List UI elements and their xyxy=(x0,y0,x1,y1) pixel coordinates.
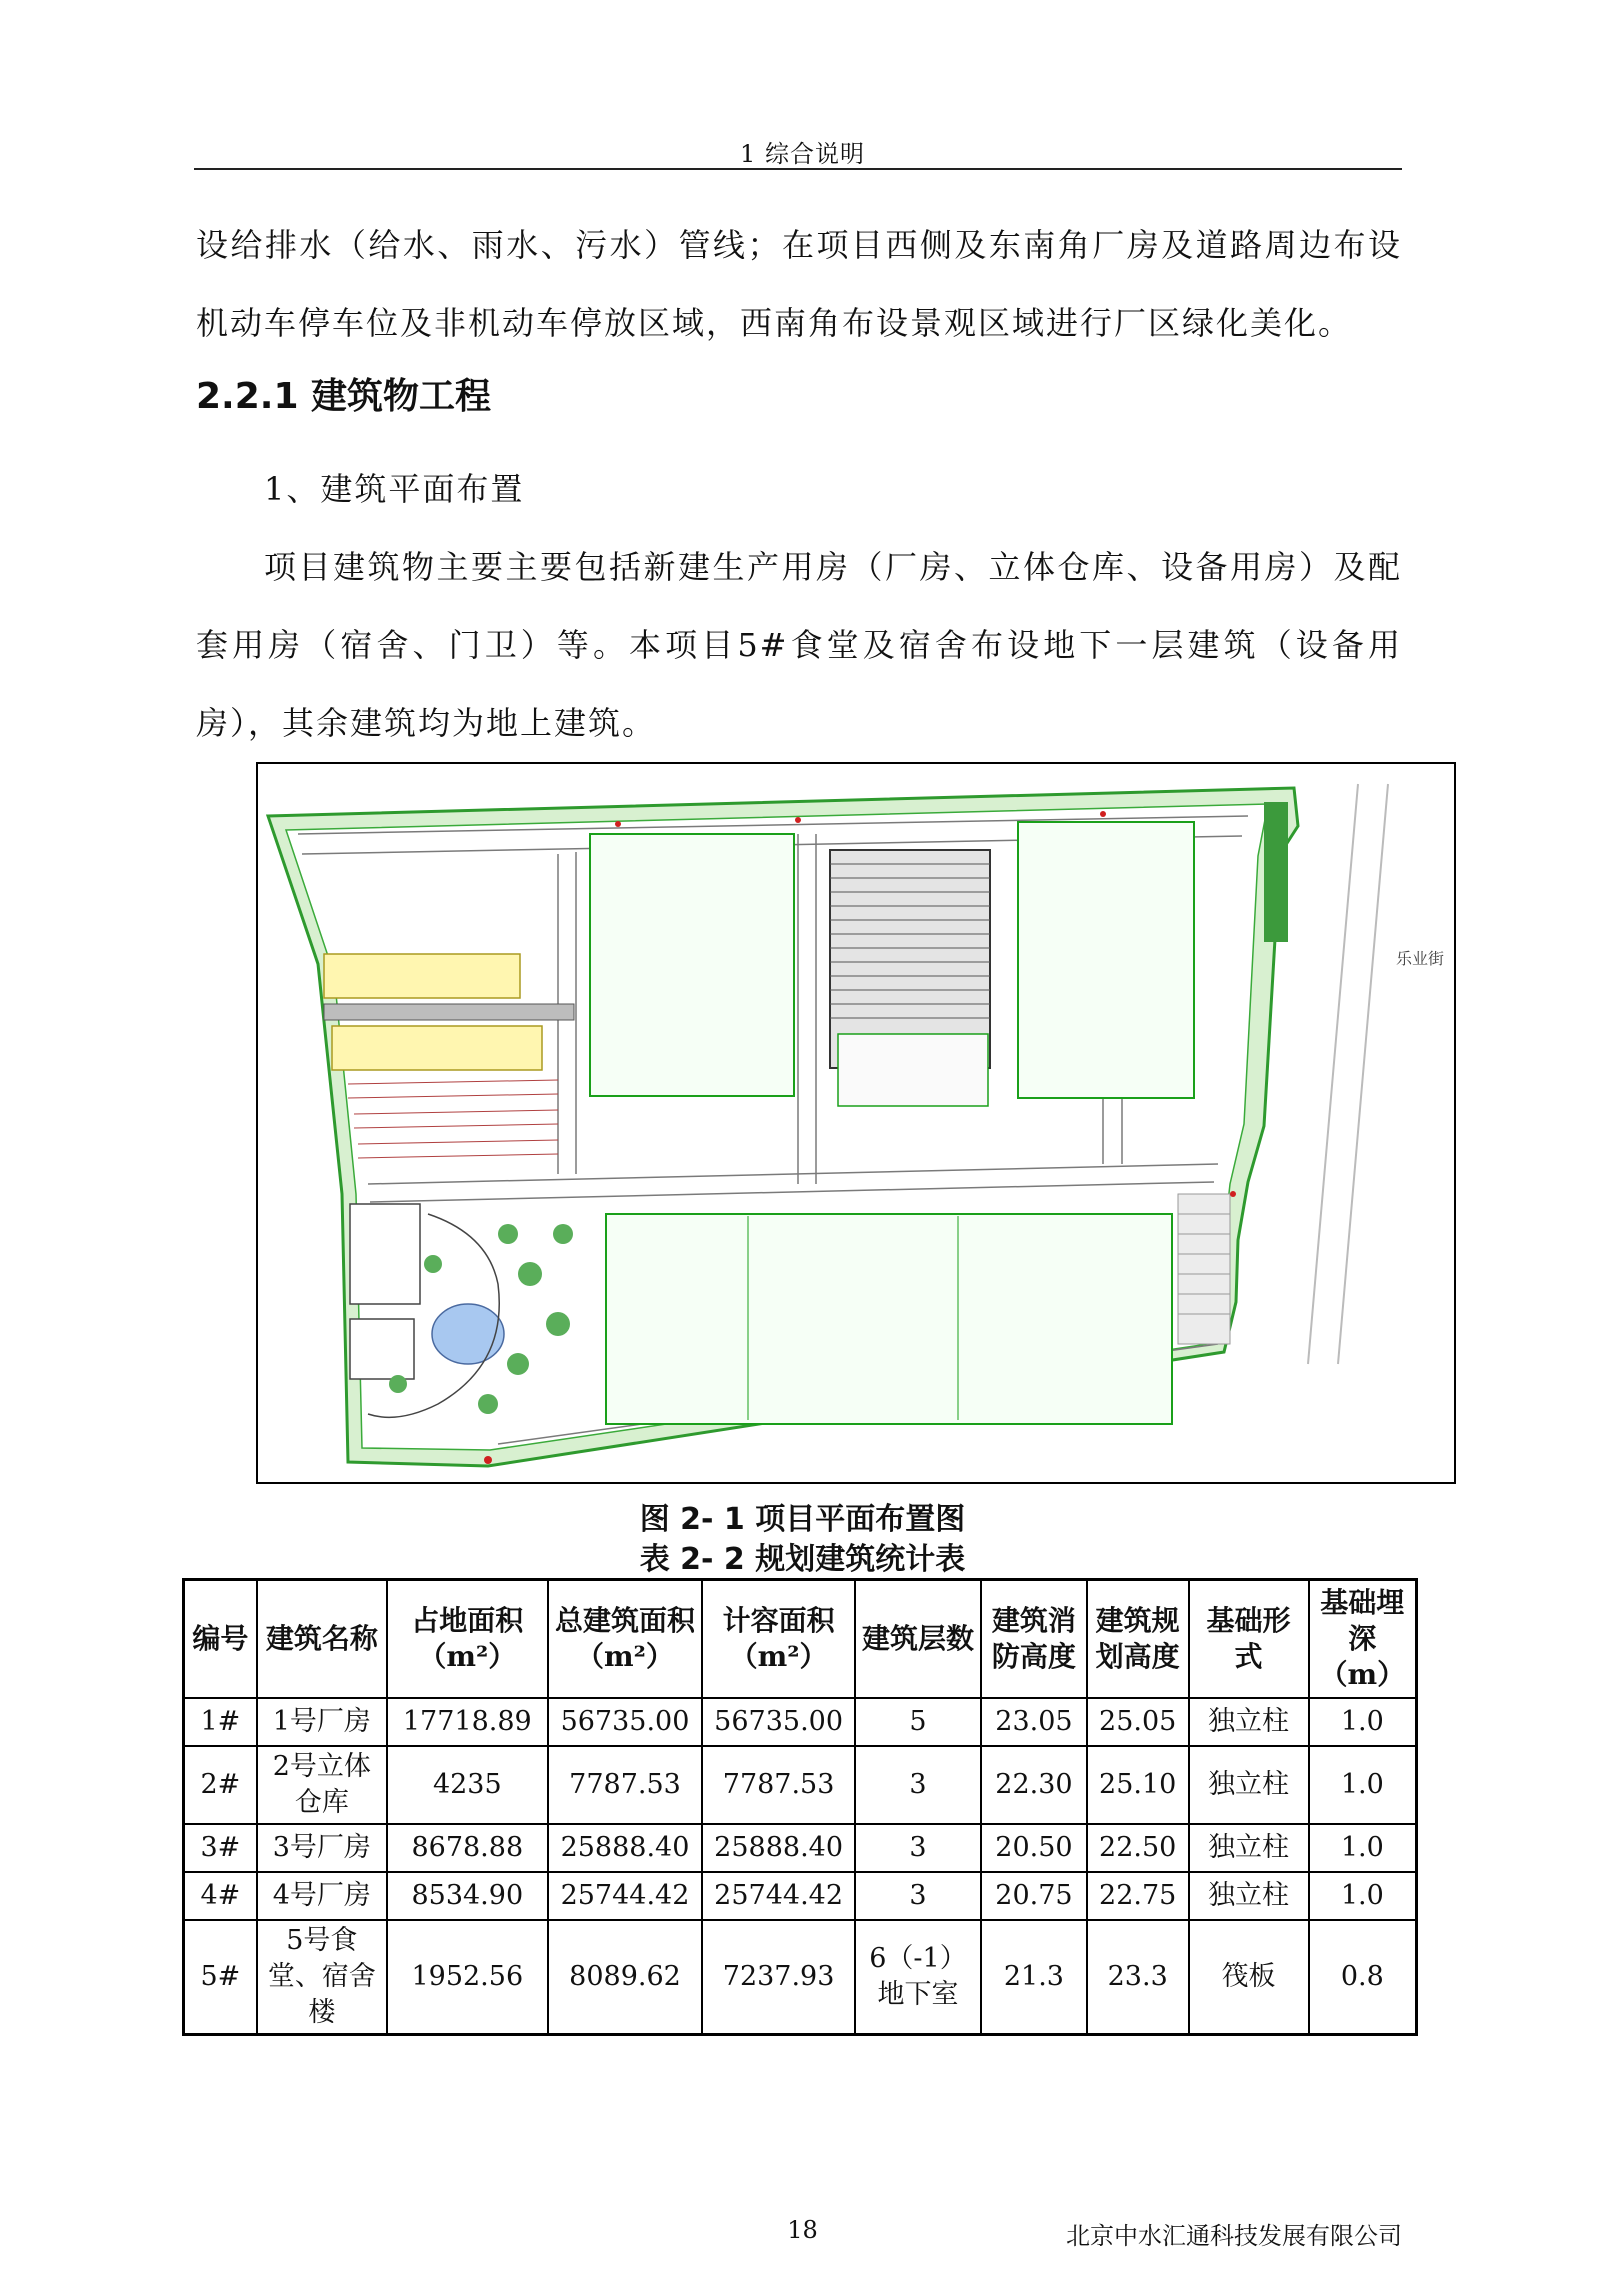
col-header-total-area: 总建筑面积（m²） xyxy=(548,1580,703,1698)
cell-floors: 3 xyxy=(855,1824,981,1872)
cell-name: 3号厂房 xyxy=(257,1824,387,1872)
southeast-parking xyxy=(1178,1194,1230,1344)
cell-floors: 5 xyxy=(855,1698,981,1746)
cell-plan-height: 25.05 xyxy=(1087,1698,1189,1746)
cell-plot-area: 25744.42 xyxy=(702,1872,855,1920)
body-paragraph: 项目建筑物主要主要包括新建生产用房（厂房、立体仓库、设备用房）及配套用房（宿舍、门卫）等。本项目5#食堂及宿舍布设地下一层建筑（设备用房），其余建筑均为地上建筑。 xyxy=(196,548,1402,742)
table-caption: 表 2- 2 规划建筑统计表 xyxy=(639,1542,966,1577)
cell-plot-area: 56735.00 xyxy=(702,1698,855,1746)
intro-paragraph: 设给排水（给水、雨水、污水）管线；在项目西侧及东南角厂房及道路周边布设机动车停车位及非机动车停放区域，西南角布设景观区域进行厂区绿化美化。 xyxy=(196,226,1402,342)
cell-plot-area: 25888.40 xyxy=(702,1824,855,1872)
cell-fire-height: 23.05 xyxy=(981,1698,1087,1746)
building-5-block-b xyxy=(332,1026,542,1070)
cell-plan-height: 22.75 xyxy=(1087,1872,1189,1920)
cell-footprint: 1952.56 xyxy=(387,1920,548,2035)
col-header-id: 编号 xyxy=(184,1580,257,1698)
dorm-corridor xyxy=(324,1004,574,1020)
cell-plot-area: 7237.93 xyxy=(702,1920,855,2035)
cell-total-area: 56735.00 xyxy=(548,1698,703,1746)
building-statistics-table xyxy=(182,1578,1418,2036)
figure-caption: 图 2- 1 项目平面布置图 xyxy=(639,1502,966,1537)
col-header-depth: 基础埋深（m） xyxy=(1309,1580,1417,1698)
col-header-floors: 建筑层数 xyxy=(855,1580,981,1698)
east-green-belt xyxy=(1264,802,1288,942)
header-divider xyxy=(194,168,1402,170)
table-row xyxy=(184,1824,1417,1872)
cell-fire-height: 20.50 xyxy=(981,1824,1087,1872)
cell-name: 2号立体仓库 xyxy=(257,1746,387,1824)
table-row xyxy=(184,1698,1417,1746)
cell-footprint: 17718.89 xyxy=(387,1698,548,1746)
street-label: 乐业街 xyxy=(1396,949,1445,968)
building-4 xyxy=(606,1214,1172,1424)
page-header-title: 1 综合说明 xyxy=(740,140,865,168)
col-header-plan-height: 建筑规划高度 xyxy=(1087,1580,1189,1698)
tennis-court xyxy=(350,1319,414,1379)
building-5-block-a xyxy=(324,954,520,998)
cell-total-area: 7787.53 xyxy=(548,1746,703,1824)
table-row xyxy=(184,1746,1417,1824)
col-header-footprint: 占地面积（m²） xyxy=(387,1580,548,1698)
cell-fire-height: 22.30 xyxy=(981,1746,1087,1824)
col-header-name: 建筑名称 xyxy=(257,1580,387,1698)
table-header-row xyxy=(184,1580,1417,1698)
cell-foundation: 独立柱 xyxy=(1189,1746,1309,1824)
cell-foundation: 独立柱 xyxy=(1189,1698,1309,1746)
cell-footprint: 8534.90 xyxy=(387,1872,548,1920)
cell-name: 1号厂房 xyxy=(257,1698,387,1746)
subheading: 1、建筑平面布置 xyxy=(264,470,525,508)
warehouse-annex xyxy=(838,1034,988,1106)
table-row xyxy=(184,1920,1417,2035)
cell-depth: 1.0 xyxy=(1309,1698,1417,1746)
company-name: 北京中水汇通科技发展有限公司 xyxy=(1066,2222,1402,2250)
cell-total-area: 25744.42 xyxy=(548,1872,703,1920)
site-plan-drawing xyxy=(258,764,1454,1482)
cell-floors: 6（-1）地下室 xyxy=(855,1920,981,2035)
cell-name: 5号食堂、宿舍楼 xyxy=(257,1920,387,2035)
cell-plot-area: 7787.53 xyxy=(702,1746,855,1824)
cell-depth: 1.0 xyxy=(1309,1872,1417,1920)
east-street xyxy=(1308,784,1358,1364)
cell-total-area: 25888.40 xyxy=(548,1824,703,1872)
col-header-fire-height: 建筑消防高度 xyxy=(981,1580,1087,1698)
cell-depth: 1.0 xyxy=(1309,1824,1417,1872)
cell-id: 4# xyxy=(184,1872,257,1920)
cell-plan-height: 22.50 xyxy=(1087,1824,1189,1872)
cell-depth: 1.0 xyxy=(1309,1746,1417,1824)
cell-footprint: 4235 xyxy=(387,1746,548,1824)
cell-floors: 3 xyxy=(855,1746,981,1824)
section-heading: 2.2.1 建筑物工程 xyxy=(196,376,492,417)
site-plan-figure xyxy=(256,762,1456,1484)
cell-id: 1# xyxy=(184,1698,257,1746)
cell-depth: 0.8 xyxy=(1309,1920,1417,2035)
cell-total-area: 8089.62 xyxy=(548,1920,703,2035)
cell-id: 2# xyxy=(184,1746,257,1824)
cell-plan-height: 23.3 xyxy=(1087,1920,1189,2035)
cell-foundation: 筏板 xyxy=(1189,1920,1309,2035)
landscape-pond xyxy=(432,1304,504,1364)
cell-foundation: 独立柱 xyxy=(1189,1824,1309,1872)
cell-floors: 3 xyxy=(855,1872,981,1920)
page-number: 18 xyxy=(787,2216,818,2244)
cell-plan-height: 25.10 xyxy=(1087,1746,1189,1824)
cell-name: 4号厂房 xyxy=(257,1872,387,1920)
cell-fire-height: 21.3 xyxy=(981,1920,1087,2035)
col-header-foundation: 基础形式 xyxy=(1189,1580,1309,1698)
basketball-court xyxy=(350,1204,420,1304)
col-header-plot-area: 计容面积（m²） xyxy=(702,1580,855,1698)
table-row xyxy=(184,1872,1417,1920)
building-3 xyxy=(1018,822,1194,1098)
cell-foundation: 独立柱 xyxy=(1189,1872,1309,1920)
cell-footprint: 8678.88 xyxy=(387,1824,548,1872)
cell-id: 3# xyxy=(184,1824,257,1872)
cell-id: 5# xyxy=(184,1920,257,2035)
cell-fire-height: 20.75 xyxy=(981,1872,1087,1920)
building-1 xyxy=(590,834,794,1096)
